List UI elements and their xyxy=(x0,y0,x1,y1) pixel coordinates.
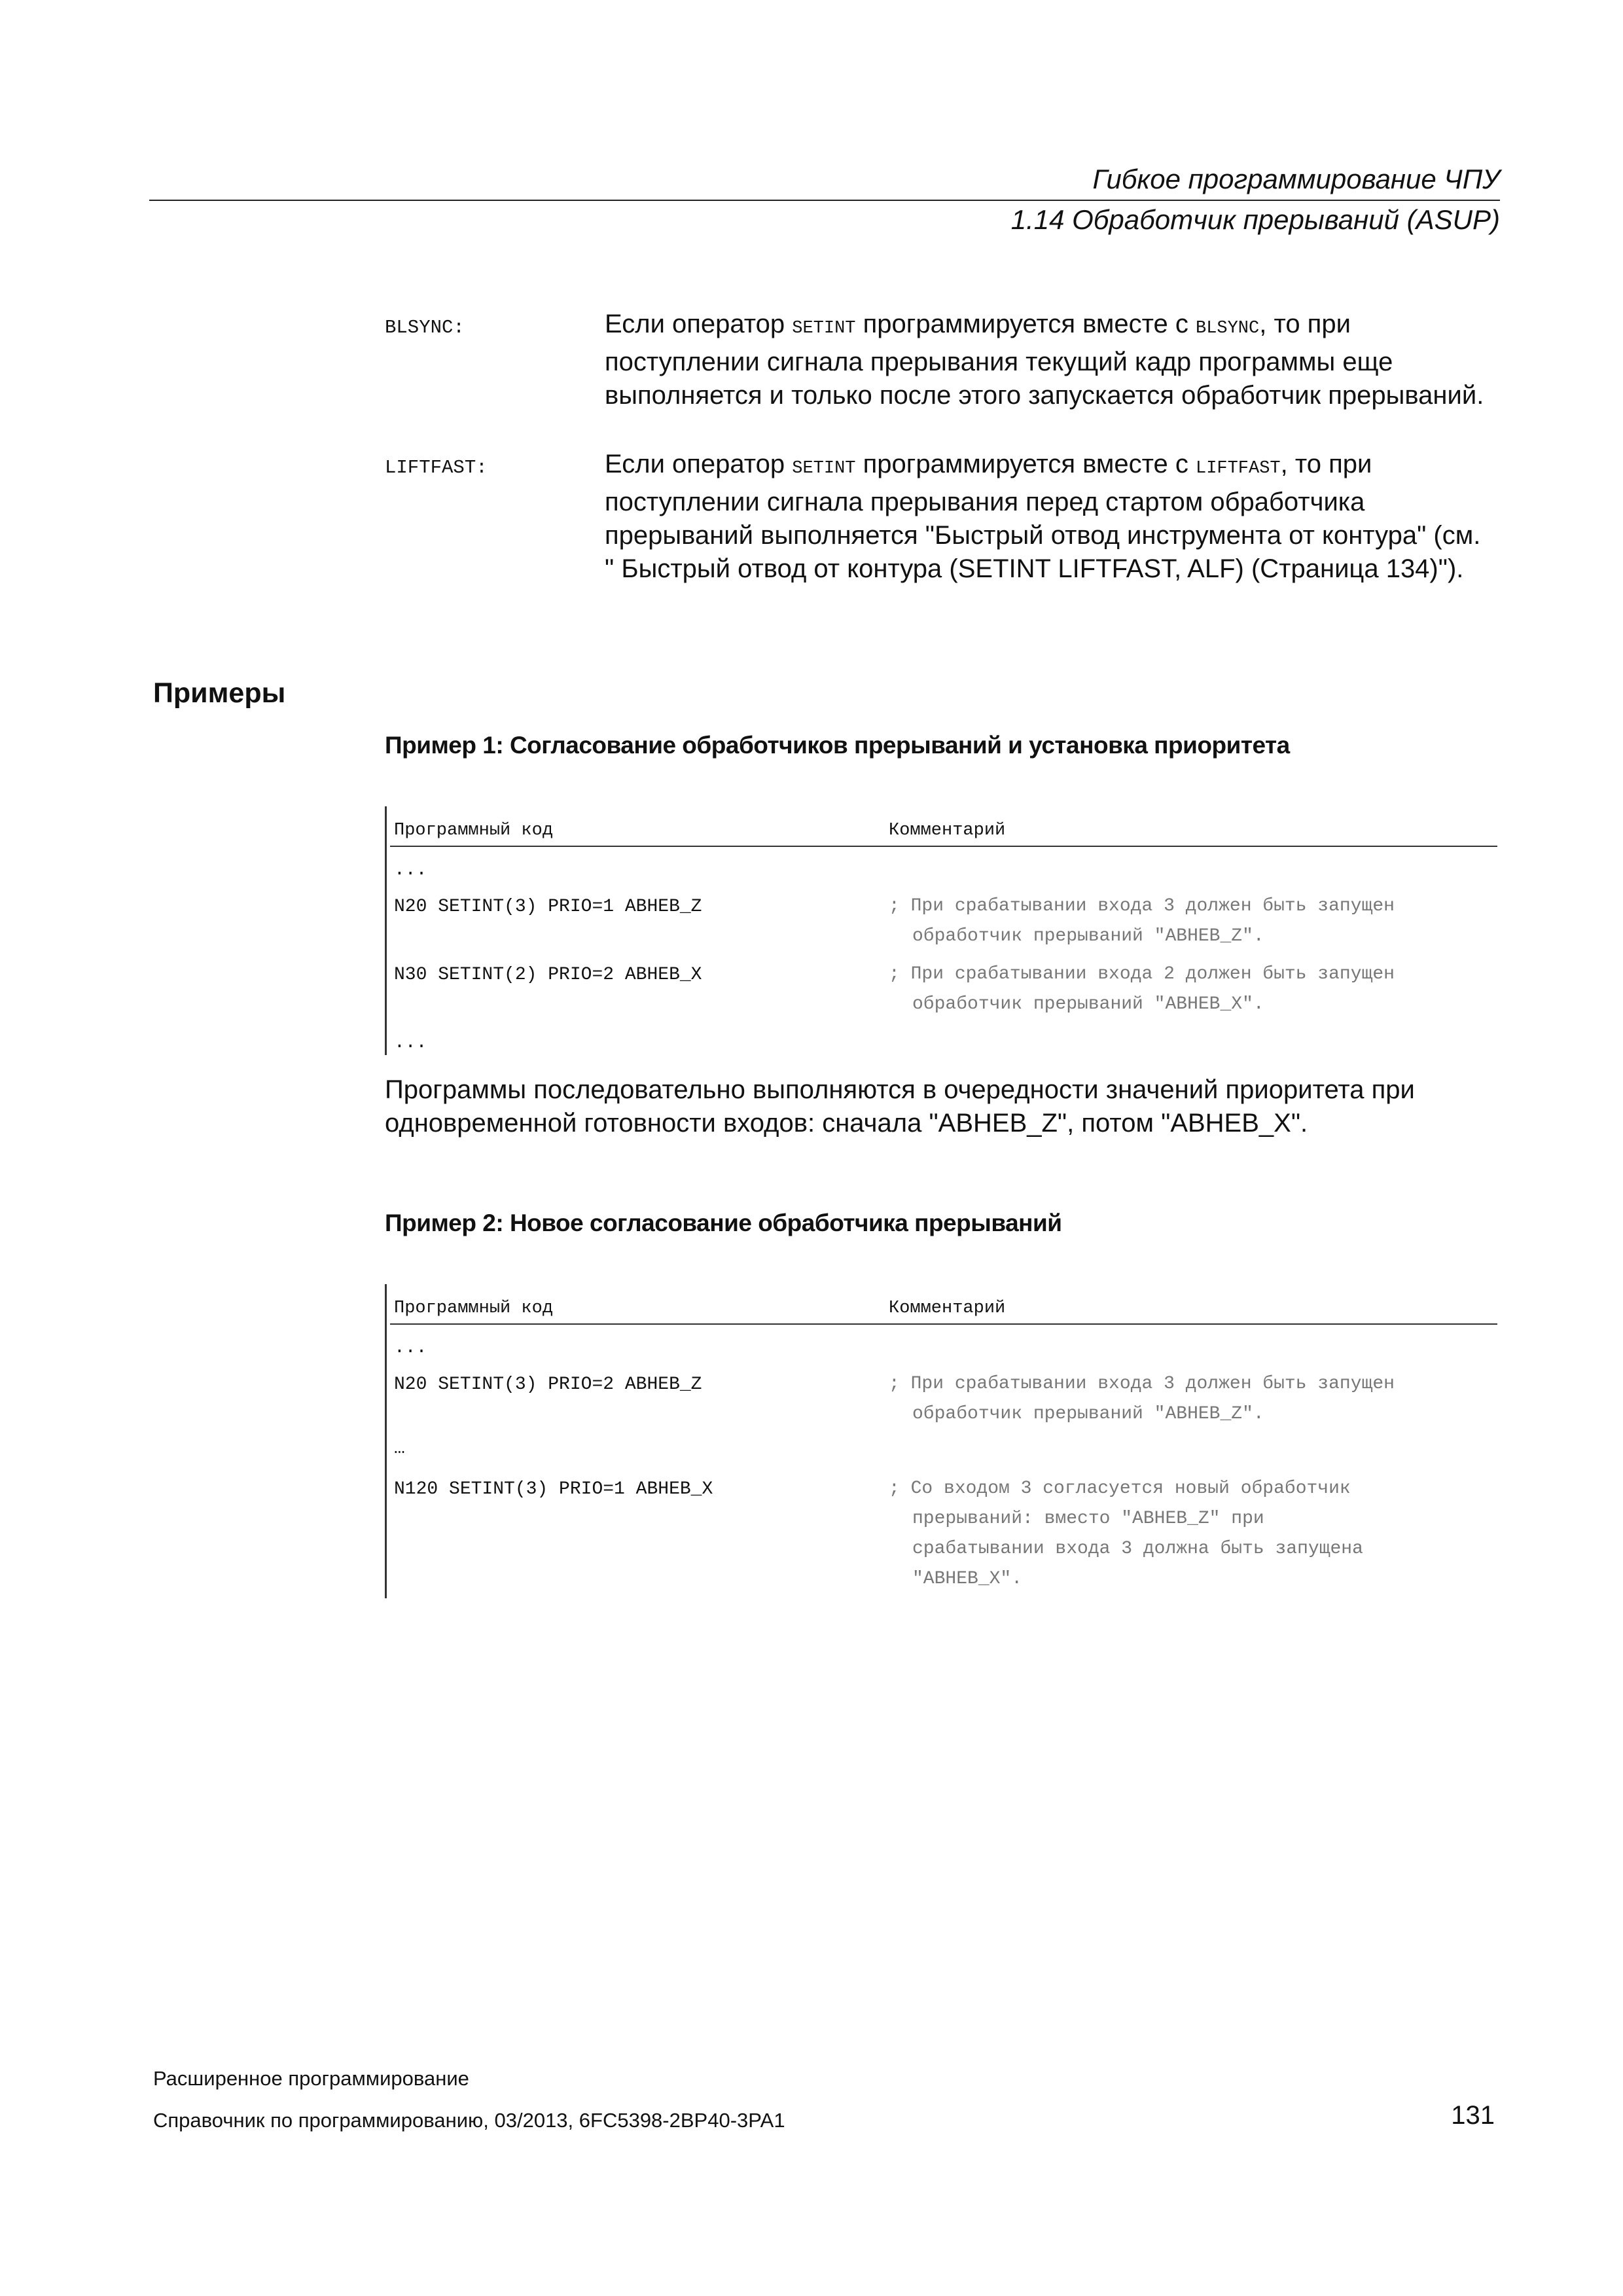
param-desc-blsync: Если оператор SETINT программируется вместе с BLSYNC, то при поступлении сигнала прерывания текущий кадр программы еще выполняется и только после этого запускается обработчик прерываний. xyxy=(605,310,1484,410)
code-comment: "ABHEB_X". xyxy=(912,1569,1023,1589)
table-left-bar xyxy=(385,806,387,1055)
code-line: N20 SETINT(3) PRIO=1 ABHEB_Z xyxy=(394,897,702,917)
code-comment: прерываний: вместо "ABHEB_Z" при xyxy=(912,1509,1264,1529)
code-ellipsis: ... xyxy=(394,1338,427,1358)
example1-code-table xyxy=(385,806,1497,1055)
code-comment: обработчик прерываний "ABHEB_X". xyxy=(912,994,1264,1014)
code-comment: обработчик прерываний "ABHEB_Z". xyxy=(912,926,1264,946)
column-header-code: Программный код xyxy=(394,821,554,840)
code-comment: ; Со входом 3 согласуется новый обработчик xyxy=(889,1479,1351,1499)
param-name-blsync: BLSYNC: xyxy=(385,317,465,338)
code-ellipsis: ... xyxy=(394,1033,427,1053)
column-header-comment: Комментарий xyxy=(889,1299,1006,1318)
code-comment: ; При срабатывании входа 3 должен быть запущен xyxy=(889,1374,1395,1394)
code-comment: ; При срабатывании входа 2 должен быть запущен xyxy=(889,964,1395,984)
code-comment: срабатывании входа 3 должна быть запущена xyxy=(912,1539,1363,1559)
section-heading: Примеры xyxy=(153,677,286,709)
example2-heading: Пример 2: Новое согласование обработчика прерываний xyxy=(385,1210,1062,1236)
param-desc-liftfast: Если оператор SETINT программируется вместе с LIFTFAST, то при поступлении сигнала прерывания перед стартом обработчика прерываний выполняется "Быстрый отвод инструмента от контура" (см. " Быстрый отвод от контура (SETINT LIFTFAST, ALF) (Страница 134)"). xyxy=(605,450,1481,583)
header-rule xyxy=(149,200,1500,201)
footer-book-info: Справочник по программированию, 03/2013, 6FC5398-2BP40-3PA1 xyxy=(153,2109,785,2132)
code-line: N30 SETINT(2) PRIO=2 ABHEB_X xyxy=(394,965,702,985)
table-header-rule xyxy=(390,1323,1497,1325)
table-left-bar xyxy=(385,1284,387,1598)
table-header-rule xyxy=(390,846,1497,847)
example1-note: Программы последовательно выполняются в очередности значений приоритета при одновременной готовности входов: сначала "ABHEB_Z", потом "ABHEB_X". xyxy=(385,1075,1415,1138)
column-header-comment: Комментарий xyxy=(889,821,1006,840)
code-ellipsis: … xyxy=(394,1439,405,1459)
column-header-code: Программный код xyxy=(394,1299,554,1318)
footer-book-title: Расширенное программирование xyxy=(153,2067,469,2090)
param-name-liftfast: LIFTFAST: xyxy=(385,457,488,478)
code-line: N20 SETINT(3) PRIO=2 ABHEB_Z xyxy=(394,1374,702,1395)
example1-heading: Пример 1: Согласование обработчиков прерываний и установка приоритета xyxy=(385,732,1290,759)
running-header-section: 1.14 Обработчик прерываний (ASUP) xyxy=(1010,204,1500,235)
code-line: N120 SETINT(3) PRIO=1 ABHEB_X xyxy=(394,1479,713,1499)
code-ellipsis: ... xyxy=(394,860,427,880)
running-header-title: Гибкое программирование ЧПУ xyxy=(1092,164,1500,194)
code-comment: ; При срабатывании входа 3 должен быть запущен xyxy=(889,896,1395,916)
page-number: 131 xyxy=(1451,2101,1495,2130)
example2-code-table xyxy=(385,1284,1497,1598)
code-comment: обработчик прерываний "ABHEB_Z". xyxy=(912,1404,1264,1424)
